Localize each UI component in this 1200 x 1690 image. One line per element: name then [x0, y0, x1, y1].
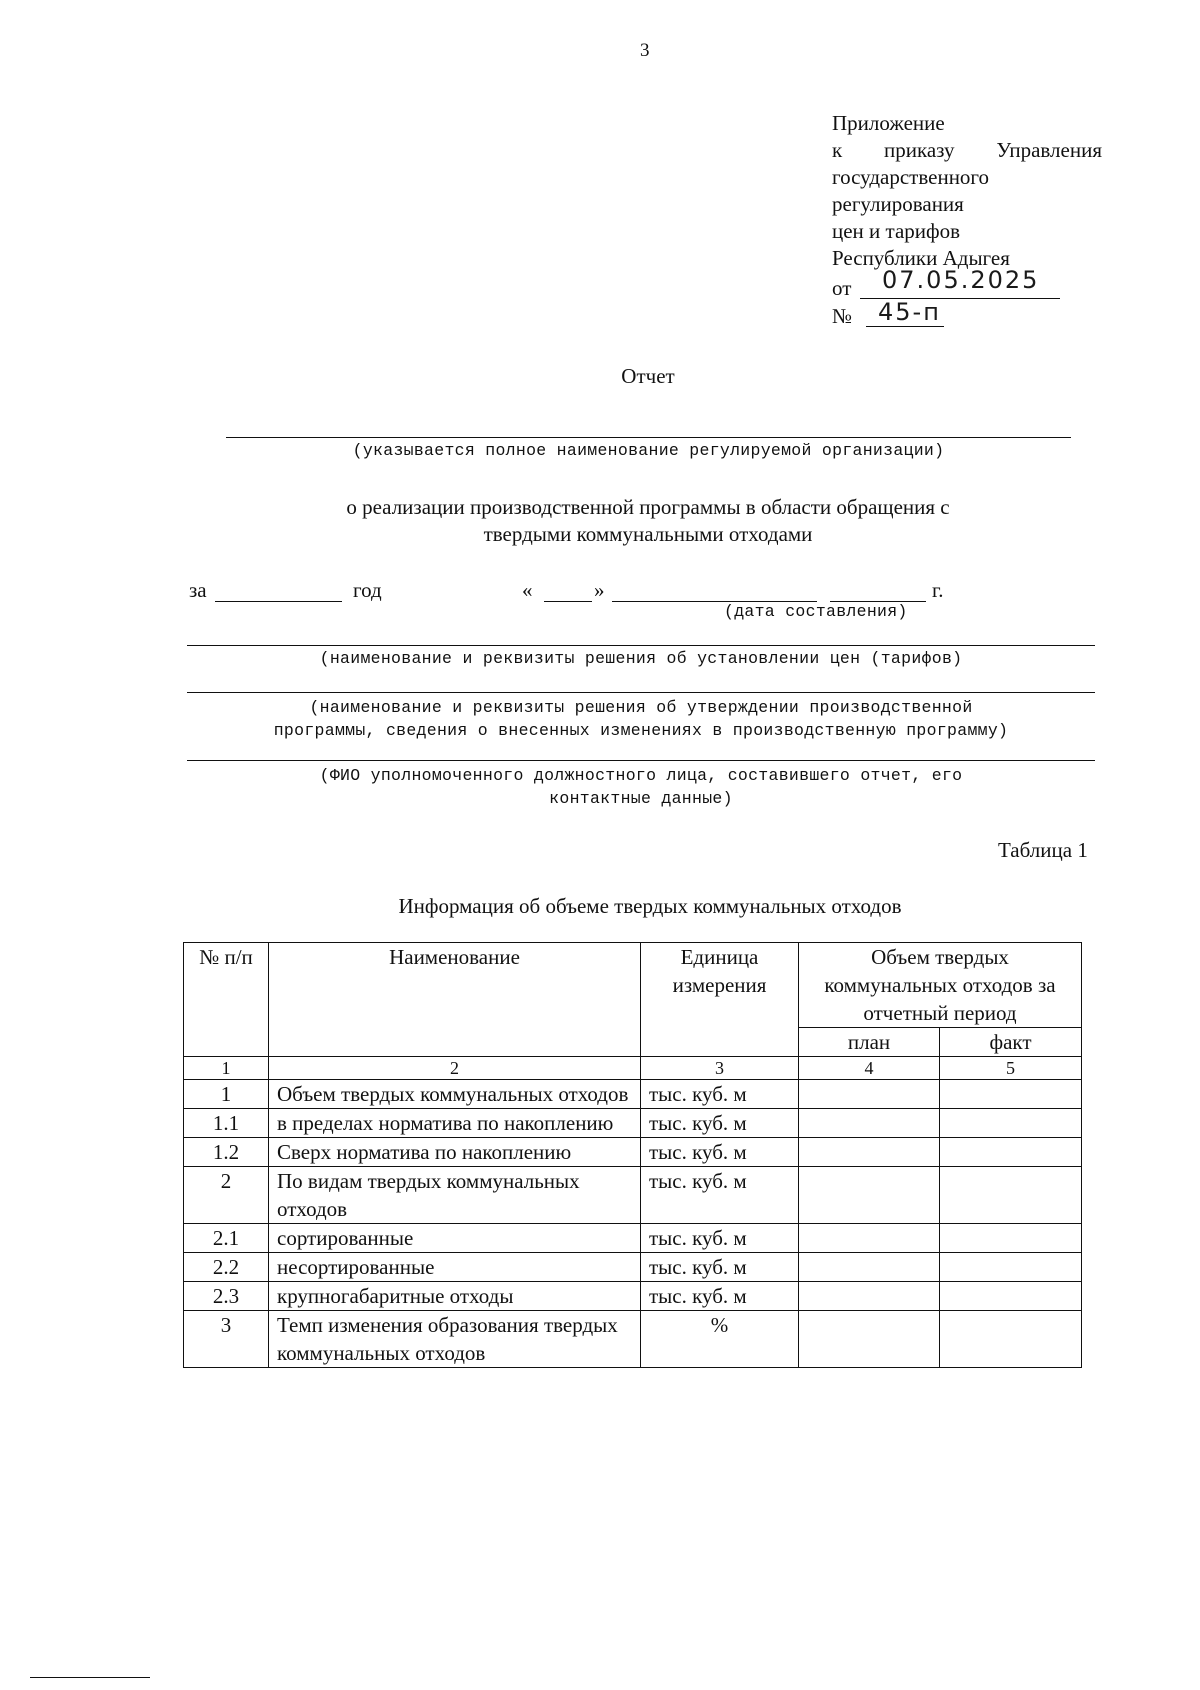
- row-num: 1.2: [184, 1138, 269, 1167]
- row-name: сортированные: [269, 1224, 641, 1253]
- table-row: [184, 1253, 1082, 1282]
- row-fact[interactable]: [940, 1253, 1082, 1282]
- day-field-line[interactable]: [544, 601, 592, 602]
- prices-hint: (наименование и реквизиты решения об установлении цен (тарифов): [319, 649, 963, 668]
- row-plan[interactable]: [799, 1109, 940, 1138]
- row-unit: %: [641, 1311, 799, 1368]
- table-row: [184, 1282, 1082, 1311]
- row-fact[interactable]: [940, 1224, 1082, 1253]
- row-num: 2.3: [184, 1282, 269, 1311]
- row-fact[interactable]: [940, 1138, 1082, 1167]
- row-fact[interactable]: [940, 1311, 1082, 1368]
- row-fact[interactable]: [940, 1167, 1082, 1224]
- org-line: [226, 437, 1071, 438]
- header-volume: Объем твердых коммунальных отходов за отчетный период: [799, 943, 1082, 1028]
- index-cell: 3: [641, 1057, 799, 1080]
- appendix-line4: регулирования: [832, 192, 964, 216]
- appendix-number-prefix: №: [832, 304, 853, 328]
- row-num: 1: [184, 1080, 269, 1109]
- fio-hint-line2: контактные данные): [549, 789, 733, 808]
- year-field-line[interactable]: [215, 601, 342, 602]
- number-underline: [866, 326, 944, 327]
- header-name: Наименование: [269, 943, 641, 1057]
- header-plan: план: [799, 1028, 940, 1057]
- appendix-line2: к приказу Управления: [832, 138, 1102, 162]
- year-suffix: год: [353, 578, 382, 602]
- quote-close: »: [594, 578, 605, 602]
- table-row: [184, 1109, 1082, 1138]
- org-hint: (указывается полное наименование регулируемой организации): [352, 441, 945, 460]
- row-name: Сверх норматива по накоплению: [269, 1138, 641, 1167]
- table-row: [184, 1138, 1082, 1167]
- row-plan[interactable]: [799, 1167, 940, 1224]
- appendix-date-prefix: от: [832, 276, 852, 300]
- header-unit: Единица измерения: [641, 943, 799, 1057]
- row-unit: тыс. куб. м: [641, 1282, 799, 1311]
- page-number: 3: [640, 40, 650, 61]
- appendix-line3: государственного: [832, 165, 990, 189]
- row-num: 2.1: [184, 1224, 269, 1253]
- row-plan[interactable]: [799, 1224, 940, 1253]
- row-plan[interactable]: [799, 1253, 940, 1282]
- year-prefix: за: [189, 578, 207, 602]
- prices-line[interactable]: [187, 645, 1095, 646]
- row-unit: тыс. куб. м: [641, 1224, 799, 1253]
- report-title: Отчет: [621, 364, 675, 388]
- fio-hint-line1: (ФИО уполномоченного должностного лица, составившего отчет, его: [319, 766, 963, 785]
- g-suffix: г.: [932, 578, 944, 602]
- row-name: крупногабаритные отходы: [269, 1282, 641, 1311]
- appendix-block: [832, 110, 1112, 272]
- row-fact[interactable]: [940, 1080, 1082, 1109]
- waste-volume-table: [183, 942, 1082, 1368]
- row-unit: тыс. куб. м: [641, 1080, 799, 1109]
- row-num: 2: [184, 1167, 269, 1224]
- quote-open: «: [522, 578, 533, 602]
- date-hint: (дата составления): [724, 602, 908, 621]
- row-fact[interactable]: [940, 1282, 1082, 1311]
- table-title: Информация об объеме твердых коммунальных отходов: [398, 894, 902, 918]
- row-unit: тыс. куб. м: [641, 1138, 799, 1167]
- row-num: 2.2: [184, 1253, 269, 1282]
- header-num: № п/п: [184, 943, 269, 1057]
- row-fact[interactable]: [940, 1109, 1082, 1138]
- report-subtitle: [200, 494, 1096, 548]
- table-row: [184, 1311, 1082, 1368]
- footnote-separator: [30, 1677, 150, 1678]
- index-cell: 4: [799, 1057, 940, 1080]
- table-row: [184, 1224, 1082, 1253]
- table-header-row: [184, 943, 1082, 1028]
- row-plan[interactable]: [799, 1311, 940, 1368]
- row-name: в пределах норматива по накоплению: [269, 1109, 641, 1138]
- table-index-row: [184, 1057, 1082, 1080]
- fio-line[interactable]: [187, 760, 1095, 761]
- header-fact: факт: [940, 1028, 1082, 1057]
- row-unit: тыс. куб. м: [641, 1109, 799, 1138]
- row-num: 1.1: [184, 1109, 269, 1138]
- row-plan[interactable]: [799, 1138, 940, 1167]
- table-row: [184, 1167, 1082, 1224]
- table-label: Таблица 1: [998, 838, 1088, 862]
- fio-hint: [187, 764, 1095, 810]
- appendix-line5: цен и тарифов: [832, 219, 961, 243]
- subtitle-line2: твердыми коммунальными отходами: [483, 522, 813, 546]
- row-name: По видам твердых коммунальных отходов: [269, 1167, 641, 1224]
- appendix-line6: Республики Адыгея: [832, 246, 1010, 270]
- program-hint-line2: программы, сведения о внесенных изменениях в производственную программу): [273, 721, 1009, 740]
- row-name: Объем твердых коммунальных отходов: [269, 1080, 641, 1109]
- program-hint: [187, 696, 1095, 742]
- index-cell: 5: [940, 1057, 1082, 1080]
- index-cell: 1: [184, 1057, 269, 1080]
- index-cell: 2: [269, 1057, 641, 1080]
- appendix-date-value: 07.05.2025: [882, 266, 1040, 294]
- subtitle-line1: о реализации производственной программы в области обращения с: [346, 495, 950, 519]
- row-plan[interactable]: [799, 1080, 940, 1109]
- row-name: Темп изменения образования твердых коммунальных отходов: [269, 1311, 641, 1368]
- appendix-number-value: 45-п: [878, 298, 941, 326]
- appendix-line1: Приложение: [832, 111, 945, 135]
- row-num: 3: [184, 1311, 269, 1368]
- program-hint-line1: (наименование и реквизиты решения об утверждении производственной: [309, 698, 973, 717]
- table-row: [184, 1080, 1082, 1109]
- program-line[interactable]: [187, 692, 1095, 693]
- row-unit: тыс. куб. м: [641, 1167, 799, 1224]
- row-unit: тыс. куб. м: [641, 1253, 799, 1282]
- row-plan[interactable]: [799, 1282, 940, 1311]
- row-name: несортированные: [269, 1253, 641, 1282]
